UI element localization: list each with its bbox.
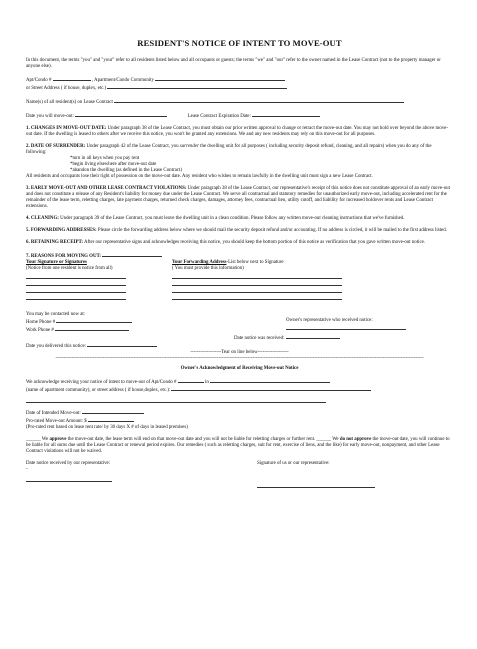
section-5-heading: 5. FORWARDING ADDRESSES: (26, 228, 97, 234)
representative-signature-field[interactable] (257, 487, 375, 488)
section-5-text: Please circle the forwarding address below where we should mail the security deposit refund and/or accounting. If no address is circled, it will be mailed to the first address listed. (96, 228, 447, 234)
approve-bold: approve (49, 436, 67, 442)
home-phone-label: Home Phone # (26, 320, 56, 326)
intro-text: In this document, the terms "you" and "your" refer to all residents listed below and all occupants or guests; the terms "we" and "our" refer to the owner named in the Lease Contract (not to the property manager or anyone else). (26, 58, 441, 70)
forwarding-column-heading-rest: -List below next to Signature (226, 260, 284, 266)
phone-rep-row (26, 318, 453, 334)
signature-lines (26, 272, 453, 300)
lease-exp-label: Lease Contract Expiration Date: (187, 114, 251, 120)
signature-line[interactable] (26, 299, 126, 300)
ack-line-2 (26, 386, 453, 394)
signature-column (26, 260, 172, 272)
section-5 (26, 228, 453, 234)
section-2 (26, 144, 453, 156)
section-2-bullet: *begin living elsewhere after move-out date (70, 162, 157, 168)
lease-exp-field[interactable] (252, 112, 320, 117)
ack-line-2-text: (name of apartment community), or street address ( if house,duplex, etc.): (26, 387, 171, 393)
section-1-heading: 1. CHANGES IN MOVE-OUT DATE: (26, 126, 107, 132)
section-6-text: After our representative signs and acknowledges receiving this notice, you should keep the bottom portion of this notice as verification that you gave written move-out notice. (83, 240, 426, 246)
section-6 (26, 240, 453, 246)
section-1-text: Under paragraph 38 of the Lease Contract, you must obtain our prior written approval to change or retract the move-out date. You may not hold over beyond the above move-out date. If the dwelling is leased to others after we receive this notice, you won't be granted any extensions. We and any new residents may rely on this move-out for all purposes. (26, 126, 448, 138)
section-7-heading: 7. REASONS FOR MOVING OUT: (26, 254, 102, 260)
date-received-label: Date notice was received: (234, 336, 285, 342)
date-delivered-row (26, 342, 453, 350)
received-by-dash: - (26, 466, 28, 472)
date-delivered-field[interactable] (87, 342, 157, 347)
section-7 (26, 252, 453, 260)
prorated-amount-field[interactable] (88, 417, 134, 422)
apt-number-field[interactable] (53, 76, 91, 81)
date-received-field[interactable] (286, 334, 340, 339)
not-approve-text: the move-out date, you will continue to be liable for all sums due until the Lease Contract or renewal period expires. Our remedies ( such as reletting charges, suit for rent, exercise of liens, and the like) for early move-out, nonpayment, and other Lease Contract violations will not be waived. (26, 436, 450, 454)
owner-rep-field[interactable] (286, 329, 406, 330)
forwarding-column-note: ( You must provide this information) (172, 266, 244, 272)
prorated-row (26, 417, 453, 425)
signature-line[interactable] (26, 285, 126, 286)
forwarding-address-line[interactable] (172, 292, 342, 293)
ack-heading: Owner's Acknowledgment of Receiving Move-out Notice (180, 366, 299, 371)
contact-label: You may be contacted now at: (26, 312, 86, 318)
owner-rep-label: Owner's representative who received notice: (286, 318, 373, 324)
section-3 (26, 186, 453, 210)
reasons-field[interactable] (102, 252, 162, 257)
not-approve-bold: do not approve (339, 436, 372, 442)
dates-row (26, 112, 453, 120)
signature-column-heading: Your Signature or Signatures (26, 260, 87, 266)
signature-line[interactable] (26, 292, 126, 293)
apt-community-label: , Apartment/Condo Community (91, 78, 154, 84)
signature-address-columns (26, 260, 453, 272)
ack-line-1-text: We acknowledge receiving your notice of intent to move-out of Apt/Condo # (26, 379, 177, 385)
approval-paragraph (26, 437, 453, 455)
section-2-bullet: *abandon the dwelling (as defined in the Lease Contract) (70, 168, 182, 174)
street-address-field[interactable] (107, 84, 287, 89)
received-by-field[interactable] (26, 481, 112, 482)
intended-label: Date of Intended Move-out: (26, 410, 81, 416)
resident-names-field[interactable] (114, 98, 404, 103)
forwarding-address-line[interactable] (172, 285, 342, 286)
ack-apt-field[interactable] (178, 378, 204, 383)
ack-street-field[interactable] (171, 386, 371, 391)
forwarding-column-heading: Your Forwarding Address (172, 260, 227, 266)
street-label: or Street Address ( if house, duplex, etc.) (26, 86, 107, 92)
names-label: Name(s) of all resident(s) on Lease Contract (26, 100, 113, 106)
approve-blank[interactable]: ______ (26, 436, 41, 442)
section-4-heading: 4. CLEANING: (26, 216, 59, 222)
intended-row (26, 409, 453, 417)
date-delivered-label: Date you delivered this notice: (26, 344, 87, 350)
home-phone-field[interactable] (56, 318, 132, 323)
not-approve-blank[interactable]: ______ We (316, 436, 340, 442)
ack-line-1 (26, 378, 453, 386)
apt-label: Apt/Condo # (26, 78, 52, 84)
section-2-text-a: Under paragraph 42 of the Lease Contract, you (85, 144, 180, 150)
move-out-date-field[interactable] (75, 112, 167, 117)
street-row (26, 84, 453, 92)
apt-row (26, 76, 453, 84)
section-2-bullet: *turn in all keys when you pay rent (70, 156, 140, 162)
move-out-date-label: Date you will move-out: (26, 114, 74, 120)
received-by-label: Date notice received by our representative: (26, 460, 111, 466)
forwarding-address-line[interactable] (172, 278, 342, 279)
section-2-text-b: the dwelling unit for all purposes ( including security deposit refund, cleaning, and all repairs) when you do any of the following: (26, 144, 432, 156)
forwarding-address-line[interactable] (172, 299, 342, 300)
section-1 (26, 126, 453, 138)
signature-line[interactable] (26, 278, 126, 279)
section-4-text: Under paragraph 39 of the Lease Contract, you must leave the dwelling unit in a clean condition. Please follow any written move-out cleaning instructions that we've furnished. (58, 216, 405, 222)
section-3-text: Under paragraph 38 of the Lease Contract, our representative's receipt of this notice does not constitute approval of an early move-out and does not constitute a release of any Resident's liability for money due under the Lease Contract. We serve all contractual and statutory remedies for unauthorized early move-out, including accelerated rent for the remainder of the lease term, reletting charges, late payment charges, returned check charges, damages, attorney fees, contractual lien, utility cutoff, and liability for increased holdover rents and Lease Contract extensions. (26, 186, 450, 210)
section-2-text-italic: surrender (179, 144, 199, 150)
section-4 (26, 216, 453, 222)
tear-dash-line: ---------------------------------------------------------------------------------------------------------------------------------------------------------------------------------------------------------------------------------- (55, 356, 424, 362)
section-6-heading: 6. RETAINING RECEIPT: (26, 240, 84, 246)
signature-column-note: (Notice from one resident is notice from all) (26, 266, 113, 272)
work-phone-field[interactable] (55, 326, 129, 331)
apt-community-field[interactable] (155, 76, 285, 81)
prorated-label: Pro-rated Move-out Amount: $ (26, 418, 87, 424)
prorated-note: (Pro-rated rent based on lease rent rate/ by 30 days X # of days in leased premises) (26, 424, 188, 430)
approve-text-a: We (40, 436, 50, 442)
work-phone-label: Work Phone # (26, 328, 54, 334)
section-3-heading: 3. EARLY MOVE-OUT AND OTHER LEASE CONTRACT VIOLATIONS: (26, 186, 187, 192)
received-signature-row (26, 461, 453, 488)
signature-label: Signature of us or our representative: (257, 460, 330, 466)
names-row (26, 98, 453, 106)
intended-date-field[interactable] (82, 409, 144, 414)
section-2-heading: 2. DATE OF SURRENDER: (26, 144, 86, 150)
forwarding-column (172, 260, 453, 272)
ack-line-1-in: in (204, 379, 209, 385)
approve-text-c: the move-out date, the lease term will end on that move-out date and you will not be liable for reletting charges or further rent. (66, 436, 317, 442)
page-title: RESIDENT'S NOTICE OF INTENT TO MOVE-OUT (137, 38, 342, 48)
section-2-after: All residents and occupants lose their right of possession on the move-out date. Any resident who wishes to remain lawfully in the dwelling unit must sign a new Lease Contract. (26, 174, 373, 180)
tear-line-label: -------------------Tear on line below------------------- (190, 350, 289, 356)
date-received-row (26, 334, 453, 342)
ack-community-field[interactable] (210, 378, 330, 383)
